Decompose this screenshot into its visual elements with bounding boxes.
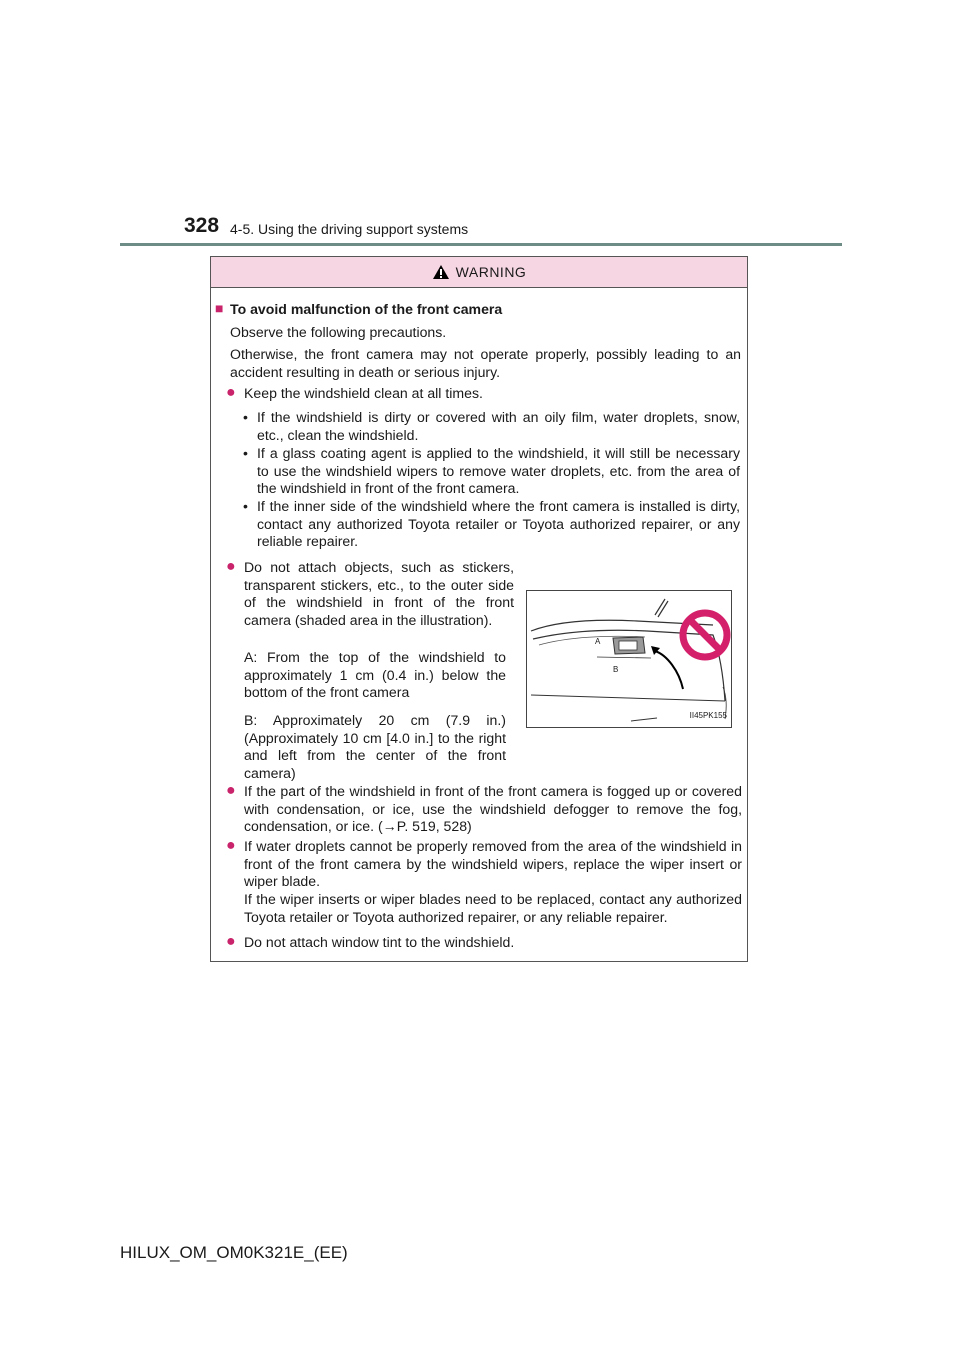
item-4b: If the wiper inserts or wiper blades need to be replaced, contact any authorized Toyota retailer or Toyota authorized repairer, or any reliable repairer. bbox=[244, 891, 742, 925]
sub-bullet-icon: • bbox=[243, 498, 248, 514]
warning-triangle-icon bbox=[432, 264, 450, 280]
section-title: 4-5. Using the driving support systems bbox=[230, 221, 469, 237]
item-2: Do not attach objects, such as stickers, transparent stickers, etc., to the outer side of the windshield in front of the front camera (shaded area in the illustration). bbox=[244, 559, 514, 628]
label-b: B bbox=[613, 665, 619, 674]
item-4a: If water droplets cannot be properly removed from the area of the windshield in front of the front camera by the windshield wipers, replace the wiper insert or wiper blade. bbox=[244, 838, 742, 889]
warning-heading: To avoid malfunction of the front camera bbox=[230, 301, 503, 317]
bullet-dot-icon: ● bbox=[226, 933, 236, 950]
warning-header bbox=[211, 257, 747, 288]
item-2-b: B: Approximately 20 cm (7.9 in.) (Approximately 10 cm [4.0 in.] to the right and left from the center of the front camera) bbox=[244, 712, 506, 781]
item-3: If the part of the windshield in front of the front camera is fogged up or covered with condensation, or ice, use the windshield defogger to remove the fog, condensation, or ice. (→P. 519, 528) bbox=[244, 783, 742, 834]
bullet-dot-icon: ● bbox=[226, 837, 236, 854]
intro-2: Otherwise, the front camera may not operate properly, possibly leading to an accident resulting in death or serious injury. bbox=[230, 346, 741, 380]
item-1: Keep the windshield clean at all times. bbox=[244, 385, 483, 401]
sub-item-2: If a glass coating agent is applied to the windshield, it will still be necessary to use the windshield wipers to remove water droplets, etc. from the area of the windshield in front of the front camera. bbox=[257, 445, 740, 496]
item-5: Do not attach window tint to the windshield. bbox=[244, 934, 515, 950]
page-number: 328 bbox=[184, 214, 220, 237]
label-a: A bbox=[595, 637, 601, 646]
figure-code: II45PK155 bbox=[689, 710, 727, 720]
sub-bullet-icon: • bbox=[243, 409, 248, 425]
windshield-illustration bbox=[526, 590, 732, 728]
bullet-dot-icon: ● bbox=[226, 558, 236, 575]
warning-box bbox=[210, 256, 748, 962]
header-rule bbox=[120, 243, 842, 246]
item-2-a: A: From the top of the windshield to approximately 1 cm (0.4 in.) below the bottom of the front camera bbox=[244, 649, 506, 700]
sub-item-1: If the windshield is dirty or covered with an oily film, water droplets, snow, etc., clean the windshield. bbox=[257, 409, 740, 443]
sub-bullet-icon: • bbox=[243, 445, 248, 461]
warning-label: WARNING bbox=[455, 264, 527, 280]
sub-item-3: If the inner side of the windshield where the front camera is installed is dirty, contact any authorized Toyota retailer or Toyota authorized repairer, or any reliable repairer. bbox=[257, 498, 740, 549]
footer-doc-code: HILUX_OM_OM0K321E_(EE) bbox=[120, 1243, 348, 1262]
bullet-dot-icon: ● bbox=[226, 782, 236, 799]
bullet-dot-icon: ● bbox=[226, 384, 236, 401]
intro-1: Observe the following precautions. bbox=[230, 324, 447, 340]
heading-square-icon: ■ bbox=[215, 300, 224, 316]
